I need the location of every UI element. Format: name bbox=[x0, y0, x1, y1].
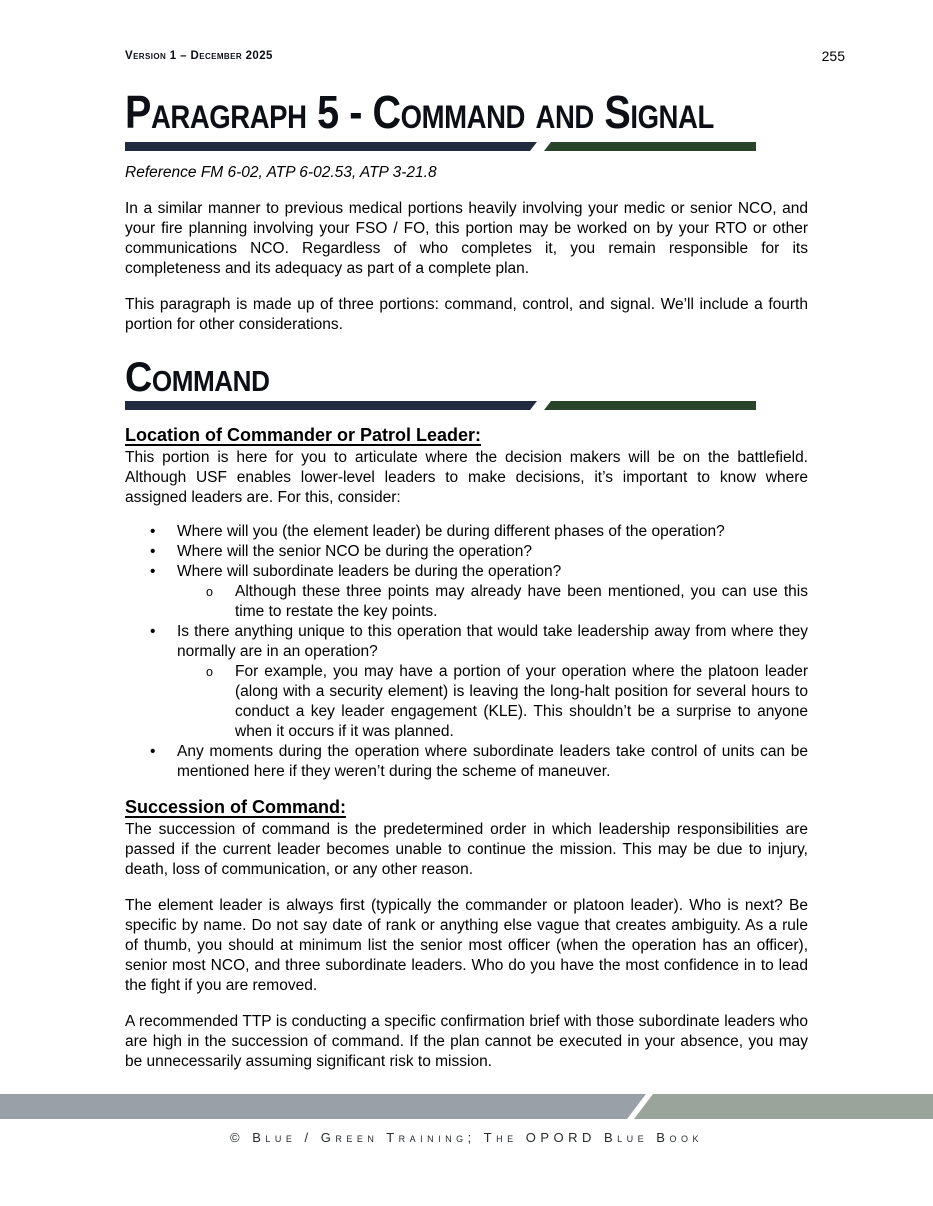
page-number: 255 bbox=[821, 48, 845, 64]
location-bullet-list bbox=[125, 522, 808, 782]
intro-paragraph-1: In a similar manner to previous medical portions heavily involving your medic or senior NCO, and your fire planning involving your FSO / FO, this portion may be worked on by your RTO or other communications NCO. Regardless of who completes it, you remain responsible for its completeness and its adequacy as part of a complete plan. bbox=[125, 200, 808, 277]
accent-bar-navy-segment bbox=[125, 401, 537, 410]
location-subheading bbox=[125, 424, 808, 446]
footer-bar-gray-segment bbox=[0, 1094, 646, 1119]
sub-bullet-text: Although these three points may already have been mentioned, you can use this time to restate the key points. bbox=[235, 583, 808, 620]
bullet-item bbox=[125, 562, 808, 622]
location-subheading-text: Location of Commander or Patrol Leader: bbox=[125, 425, 482, 445]
bullet-text: Where will you (the element leader) be during different phases of the operation? bbox=[177, 523, 725, 540]
command-section-heading: Command bbox=[125, 353, 270, 400]
footer-accent-bar bbox=[0, 1094, 933, 1119]
succession-subheading bbox=[125, 796, 808, 818]
accent-bar-green-segment bbox=[544, 142, 756, 151]
bullet-item bbox=[125, 742, 808, 782]
sub-bullet-item bbox=[177, 662, 808, 742]
page-content bbox=[125, 64, 808, 1072]
bullet-item bbox=[125, 542, 808, 562]
accent-bar-green-segment bbox=[544, 401, 756, 410]
page-title: Paragraph 5 - Command and Signal bbox=[125, 86, 714, 138]
bullet-item bbox=[125, 522, 808, 542]
bullet-item bbox=[125, 622, 808, 742]
bullet-text: Where will the senior NCO be during the operation? bbox=[177, 543, 532, 560]
bullet-text: Where will subordinate leaders be during the operation? bbox=[177, 563, 562, 580]
sub-bullet-item bbox=[177, 582, 808, 622]
running-header-version: Version 1 – December 2025 bbox=[125, 50, 273, 62]
succession-paragraph-2: The element leader is always first (typically the commander or platoon leader). Who is next? Be specific by name. Do not say date of rank or anything else vague that creates ambiguity. As a rule of thumb, you should at minimum list the senior most officer (when the operation has an officer), senior most NCO, and three subordinate leaders. Who do you have the most confidence in to lead the fight if you are removed. bbox=[125, 897, 808, 994]
footer-bar-sage-segment bbox=[634, 1094, 933, 1119]
title-accent-bar bbox=[125, 142, 756, 151]
sub-bullet-text: For example, you may have a portion of your operation where the platoon leader (along with a security element) is leaving the long-halt position for several hours to conduct a key leader engagement (KLE). This shouldn’t be a surprise to anyone when it occurs if it was planned. bbox=[235, 663, 808, 740]
bullet-text: Any moments during the operation where subordinate leaders take control of units can be mentioned here if they weren’t during the scheme of maneuver. bbox=[177, 743, 808, 780]
bullet-text: Is there anything unique to this operation that would take leadership away from where they normally are in an operation? bbox=[177, 623, 808, 660]
command-accent-bar bbox=[125, 401, 756, 410]
reference-line: Reference FM 6-02, ATP 6-02.53, ATP 3-21.8 bbox=[125, 164, 437, 181]
accent-bar-navy-segment bbox=[125, 142, 537, 151]
succession-paragraph-3: A recommended TTP is conducting a specific confirmation brief with those subordinate leaders who are high in the succession of command. If the plan cannot be executed in your absence, you may be unnecessarily assuming significant risk to mission. bbox=[125, 1013, 808, 1070]
succession-paragraph-1: The succession of command is the predetermined order in which leadership responsibilities are passed if the current leader becomes unable to continue the mission. This may be due to injury, death, loss of communication, or any other reason. bbox=[125, 821, 808, 878]
location-intro-paragraph: This portion is here for you to articulate where the decision makers will be on the battlefield. Although USF enables lower-level leaders to make decisions, it’s important to know where assigned leaders are. For this, consider: bbox=[125, 449, 808, 506]
intro-paragraph-2: This paragraph is made up of three portions: command, control, and signal. We’ll include a fourth portion for other considerations. bbox=[125, 296, 808, 333]
footer-copyright: © Blue / Green Training; The OPORD Blue Book bbox=[230, 1130, 703, 1145]
sub-bullet-list bbox=[177, 662, 808, 742]
succession-subheading-text: Succession of Command: bbox=[125, 797, 347, 817]
sub-bullet-list bbox=[177, 582, 808, 622]
